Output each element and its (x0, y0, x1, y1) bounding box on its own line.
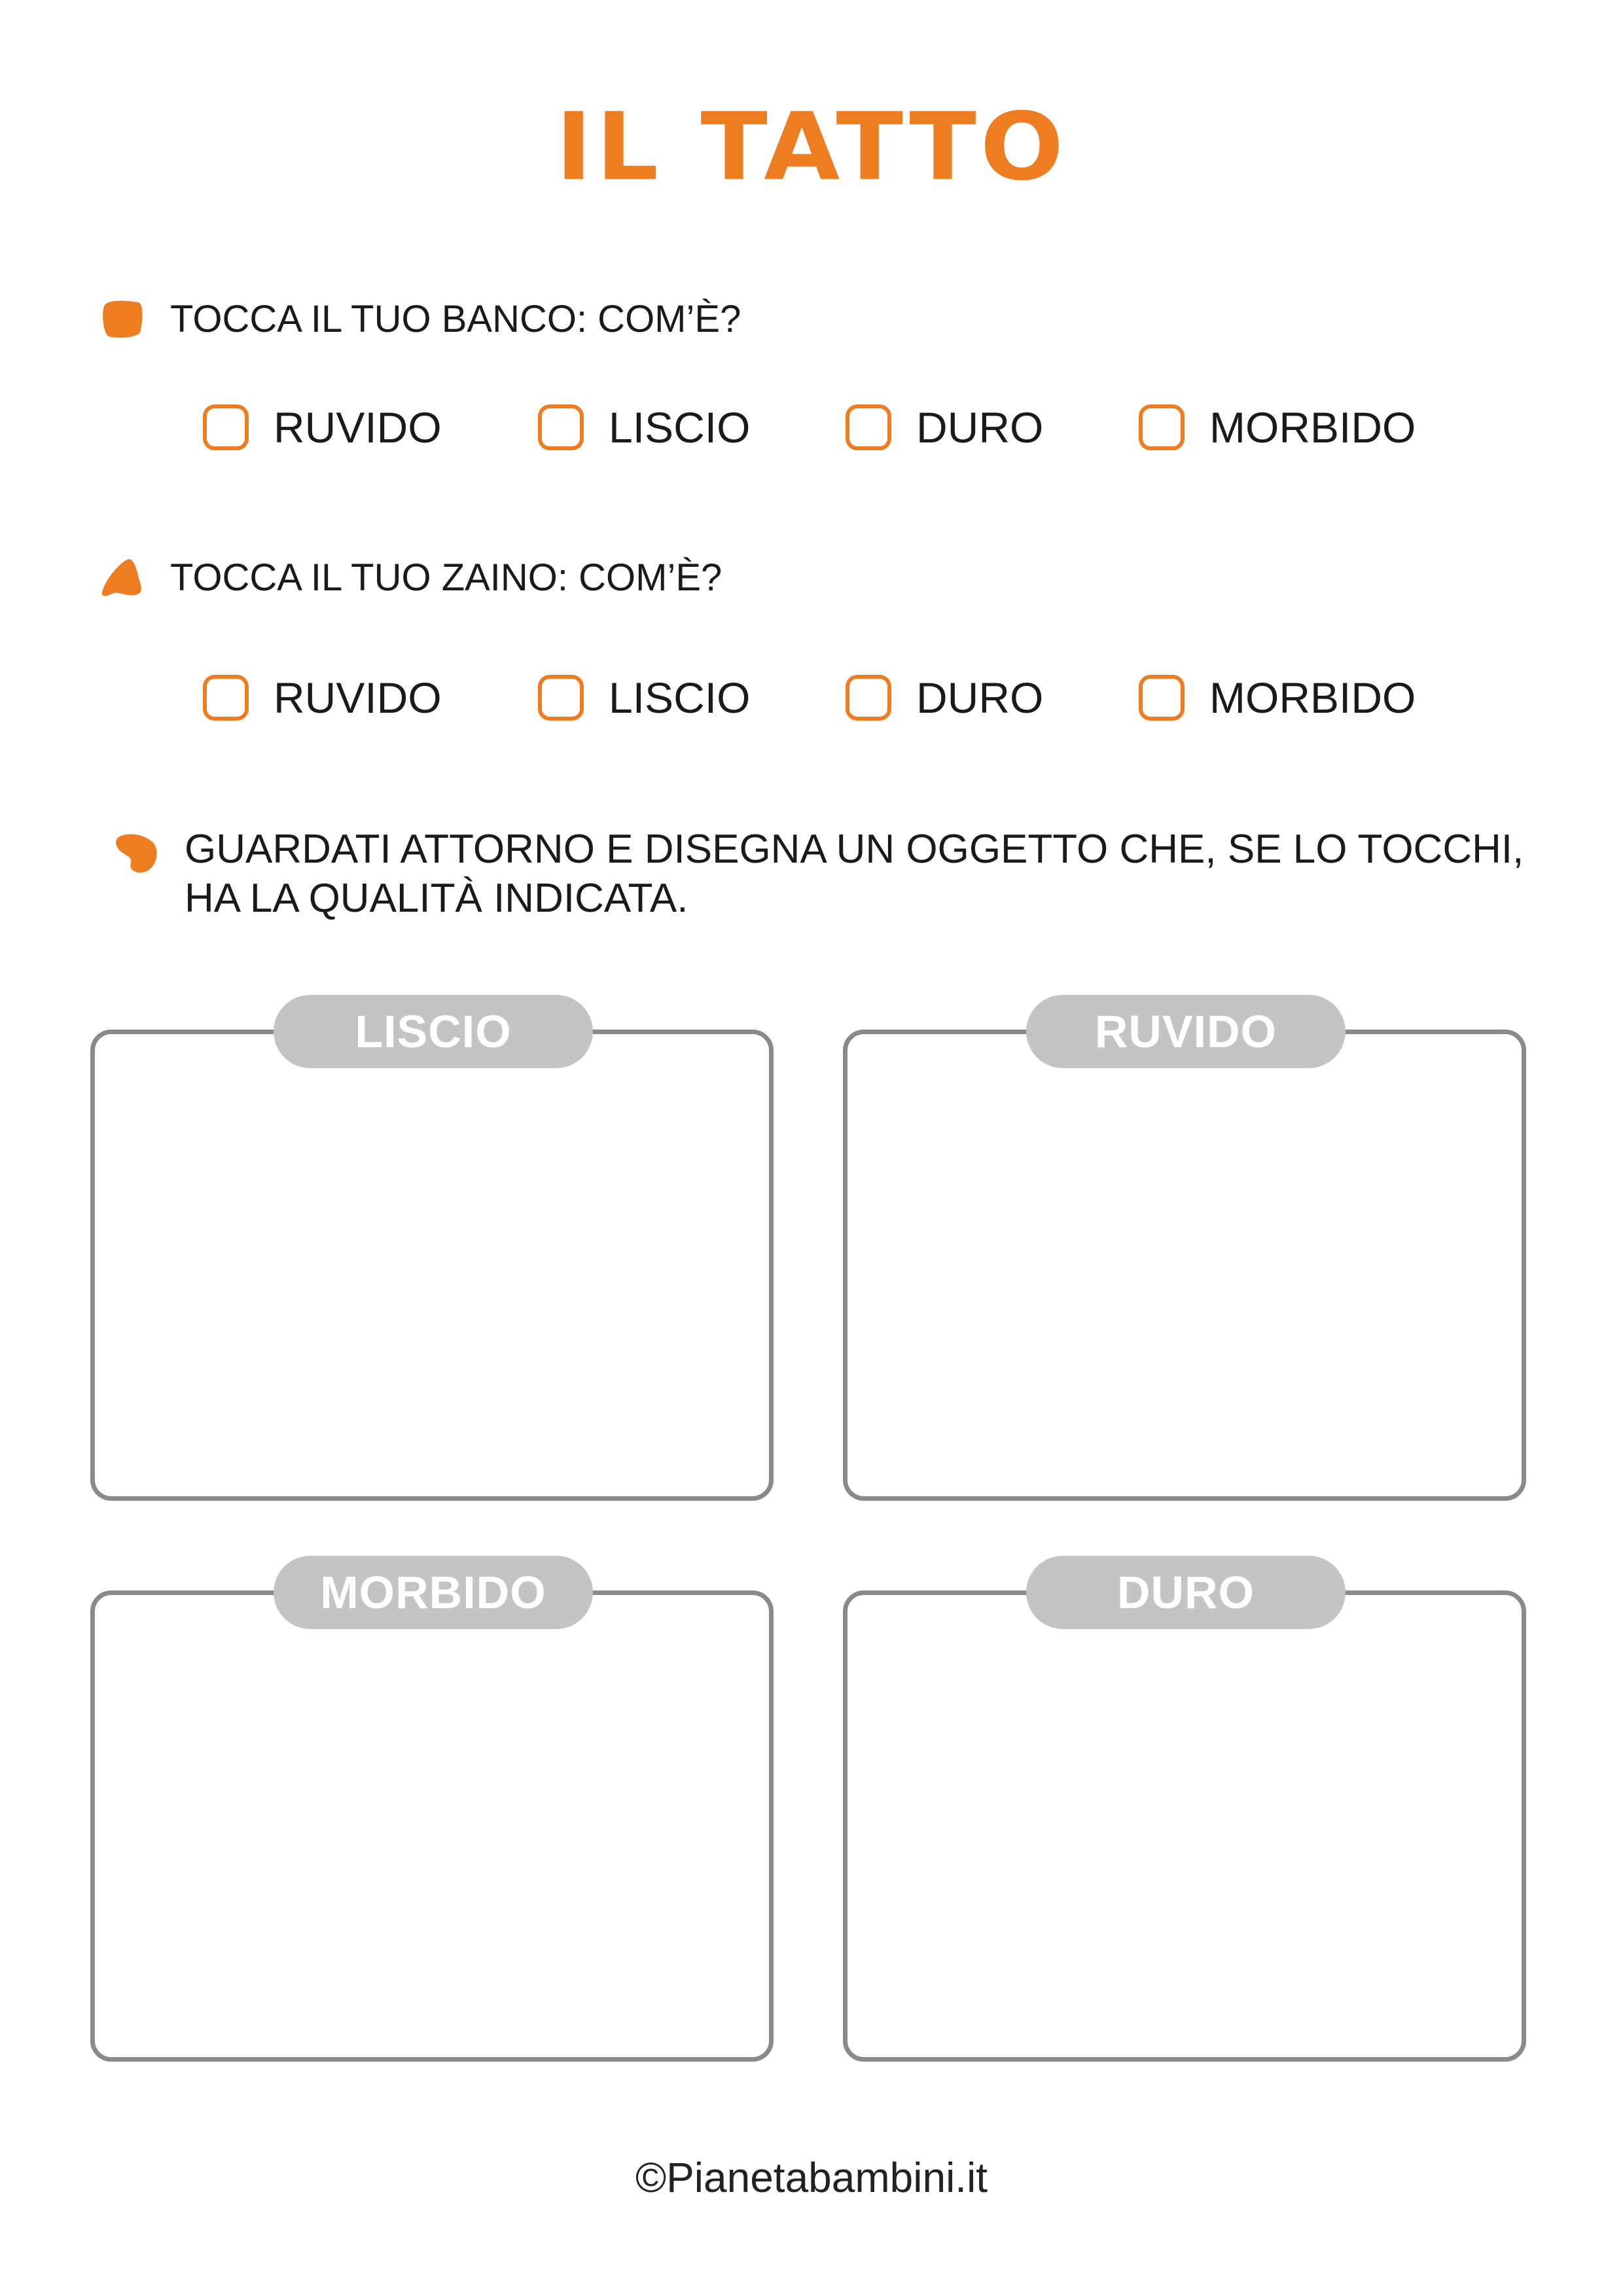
orange-blob-icon (98, 296, 145, 343)
checkbox[interactable] (538, 404, 584, 450)
option-duro[interactable] (846, 403, 1043, 452)
option-label: RUVIDO (274, 403, 442, 452)
option-label: MORBIDO (1209, 673, 1416, 722)
page-title: IL TATTO (555, 93, 1068, 202)
option-morbido[interactable] (1139, 403, 1416, 452)
drawing-box-ruvido[interactable] (843, 1030, 1526, 1501)
checkbox[interactable] (846, 404, 891, 450)
question-2 (98, 553, 722, 602)
option-ruvido[interactable] (203, 403, 442, 452)
option-morbido[interactable] (1139, 673, 1416, 723)
checkbox[interactable] (1139, 404, 1185, 450)
option-duro[interactable] (846, 673, 1043, 723)
drawing-box-duro[interactable] (843, 1590, 1526, 2062)
checkbox[interactable] (538, 675, 584, 721)
option-label: MORBIDO (1209, 403, 1416, 452)
option-label: DURO (916, 673, 1044, 722)
option-label: RUVIDO (274, 673, 442, 722)
question-3-line-1: GUARDATI ATTORNO E DISEGNA UN OGGETTO CHE, SE LO TOCCHI, (185, 827, 1524, 872)
question-3-line-2: HA LA QUALITÀ INDICATA. (185, 876, 688, 921)
checkbox[interactable] (846, 675, 891, 721)
orange-blob-icon (98, 554, 145, 601)
checkbox[interactable] (1139, 675, 1185, 721)
box-label-duro: DURO (1026, 1556, 1346, 1629)
question-3-text (185, 825, 1524, 923)
question-3 (113, 825, 1524, 923)
box-label-morbido: MORBIDO (274, 1556, 593, 1629)
question-1-text: TOCCA IL TUO BANCO: COM’È? (170, 298, 741, 340)
box-label-liscio: LISCIO (274, 995, 593, 1068)
option-label: LISCIO (609, 403, 751, 452)
drawing-box-morbido[interactable] (90, 1590, 774, 2062)
footer-credit: ©Pianetabambini.it (635, 2154, 988, 2201)
option-ruvido[interactable] (203, 673, 442, 723)
question-1 (98, 295, 741, 344)
checkbox[interactable] (203, 675, 249, 721)
option-label: DURO (916, 403, 1044, 452)
question-2-options (0, 673, 1623, 738)
question-2-text: TOCCA IL TUO ZAINO: COM’È? (170, 556, 722, 599)
option-liscio[interactable] (538, 403, 750, 452)
checkbox[interactable] (203, 404, 249, 450)
orange-blob-icon (113, 830, 160, 877)
box-label-ruvido: RUVIDO (1026, 995, 1346, 1068)
option-label: LISCIO (609, 673, 751, 722)
option-liscio[interactable] (538, 673, 750, 723)
question-1-options (0, 403, 1623, 468)
drawing-box-liscio[interactable] (90, 1030, 774, 1501)
